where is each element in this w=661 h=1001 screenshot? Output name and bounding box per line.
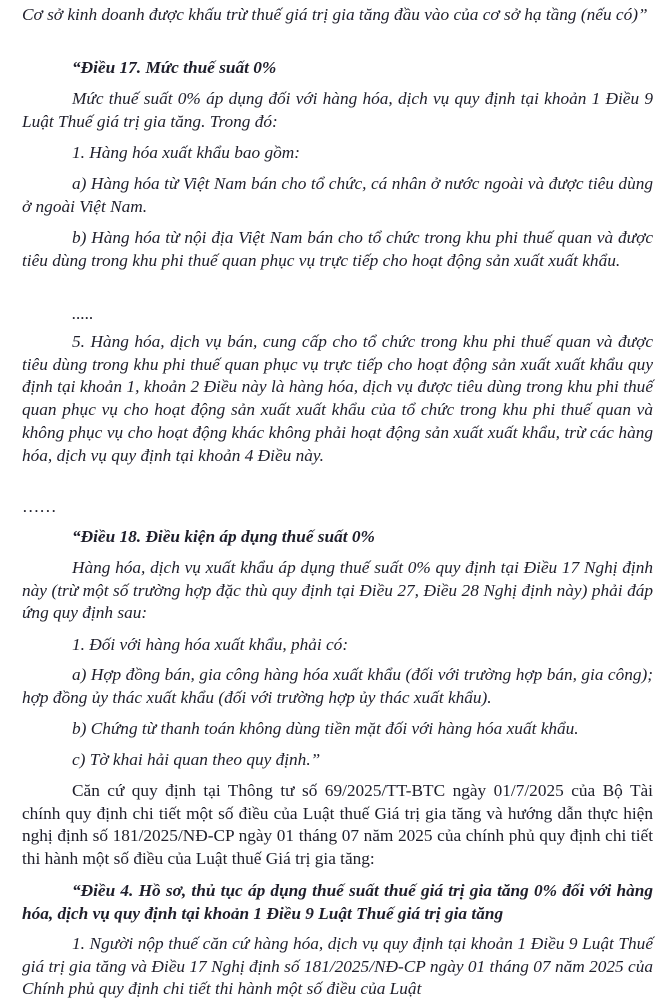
paragraph-article-18-clause-1c: c) Tờ khai hải quan theo quy định.” bbox=[72, 750, 321, 769]
paragraph-clause-5: 5. Hàng hóa, dịch vụ bán, cung cấp cho tổ chức trong khu phi thuế quan và được tiêu dùng trong khu phi thuế quan phục vụ trực tiếp cho hoạt động sản xuất xuất khẩu quy định tại khoản 1, khoản 2 Điều này là hàng hóa, dịch vụ được tiêu dùng trong khu phi thuế quan phục vụ cho hoạt động sản xuất xuất khẩu của tổ chức trong khu phi thuế quan và không phục vụ cho hoạt động khác không phải hoạt động sản xuất xuất khẩu, trừ các hàng hóa, dịch vụ quy định tại khoản 4 Điều này. bbox=[22, 332, 653, 465]
ellipsis-1: ..... bbox=[72, 304, 94, 323]
ellipsis-2: …… bbox=[22, 497, 57, 516]
paragraph-1: Cơ sở kinh doanh được khấu trừ thuế giá trị gia tăng đầu vào của cơ sở hạ tầng (nếu có)” bbox=[22, 5, 648, 24]
paragraph-clause-1b: b) Hàng hóa từ nội địa Việt Nam bán cho tổ chức trong khu phi thuế quan và được tiêu dùng trong khu phi thuế quan phục vụ trực tiếp cho hoạt động sản xuất xuất khẩu. bbox=[22, 228, 653, 270]
paragraph-legal-basis: Căn cứ quy định tại Thông tư số 69/2025/TT-BTC ngày 01/7/2025 của Bộ Tài chính quy định chi tiết một số điều của Luật thuế Giá trị gia tăng và hướng dẫn thực hiện nghị định số 181/2025/NĐ-CP ngày 01 tháng 07 năm 2025 của chính phủ quy định chi tiết thi hành một số điều của Luật thuế Giá trị gia tăng: bbox=[22, 781, 653, 869]
paragraph-clause-1a: a) Hàng hóa từ Việt Nam bán cho tổ chức, cá nhân ở nước ngoài và được tiêu dùng ở ngoài Việt Nam. bbox=[22, 174, 653, 216]
heading-article-17: “Điều 17. Mức thuế suất 0% bbox=[72, 58, 277, 77]
paragraph-article-18-clause-1: 1. Đối với hàng hóa xuất khẩu, phải có: bbox=[72, 635, 349, 654]
paragraph-article-18-intro: Hàng hóa, dịch vụ xuất khẩu áp dụng thuế suất 0% quy định tại Điều 17 Nghị định này (trừ một số trường hợp đặc thù quy định tại Điều 27, Điều 28 Nghị định này) phải đáp ứng quy định sau: bbox=[22, 558, 653, 623]
paragraph-article-18-clause-1a: a) Hợp đồng bán, gia công hàng hóa xuất khẩu (đối với trường hợp bán, gia công); hợp đồng ủy thác xuất khẩu (đối với trường hợp ủy thác xuất khẩu). bbox=[22, 665, 653, 707]
paragraph-article-4-clause-1: 1. Người nộp thuế căn cứ hàng hóa, dịch vụ quy định tại khoản 1 Điều 9 Luật Thuế giá trị gia tăng và Điều 17 Nghị định số 181/2025/NĐ-CP ngày 01 tháng 07 năm 2025 của Chính phủ quy định chi tiết thi hành một số điều của Luật bbox=[22, 934, 653, 999]
paragraph-article-18-clause-1b: b) Chứng từ thanh toán không dùng tiền mặt đối với hàng hóa xuất khẩu. bbox=[72, 719, 579, 738]
paragraph-article-17-intro: Mức thuế suất 0% áp dụng đối với hàng hóa, dịch vụ quy định tại khoản 1 Điều 9 Luật Thuế giá trị gia tăng. Trong đó: bbox=[22, 89, 653, 131]
heading-article-18: “Điều 18. Điều kiện áp dụng thuế suất 0% bbox=[72, 527, 375, 546]
heading-article-4: “Điều 4. Hồ sơ, thủ tục áp dụng thuế suất thuế giá trị gia tăng 0% đối với hàng hóa, dịch vụ quy định tại khoản 1 Điều 9 Luật Thuế giá trị gia tăng bbox=[22, 881, 653, 923]
paragraph-clause-1: 1. Hàng hóa xuất khẩu bao gồm: bbox=[72, 143, 300, 162]
